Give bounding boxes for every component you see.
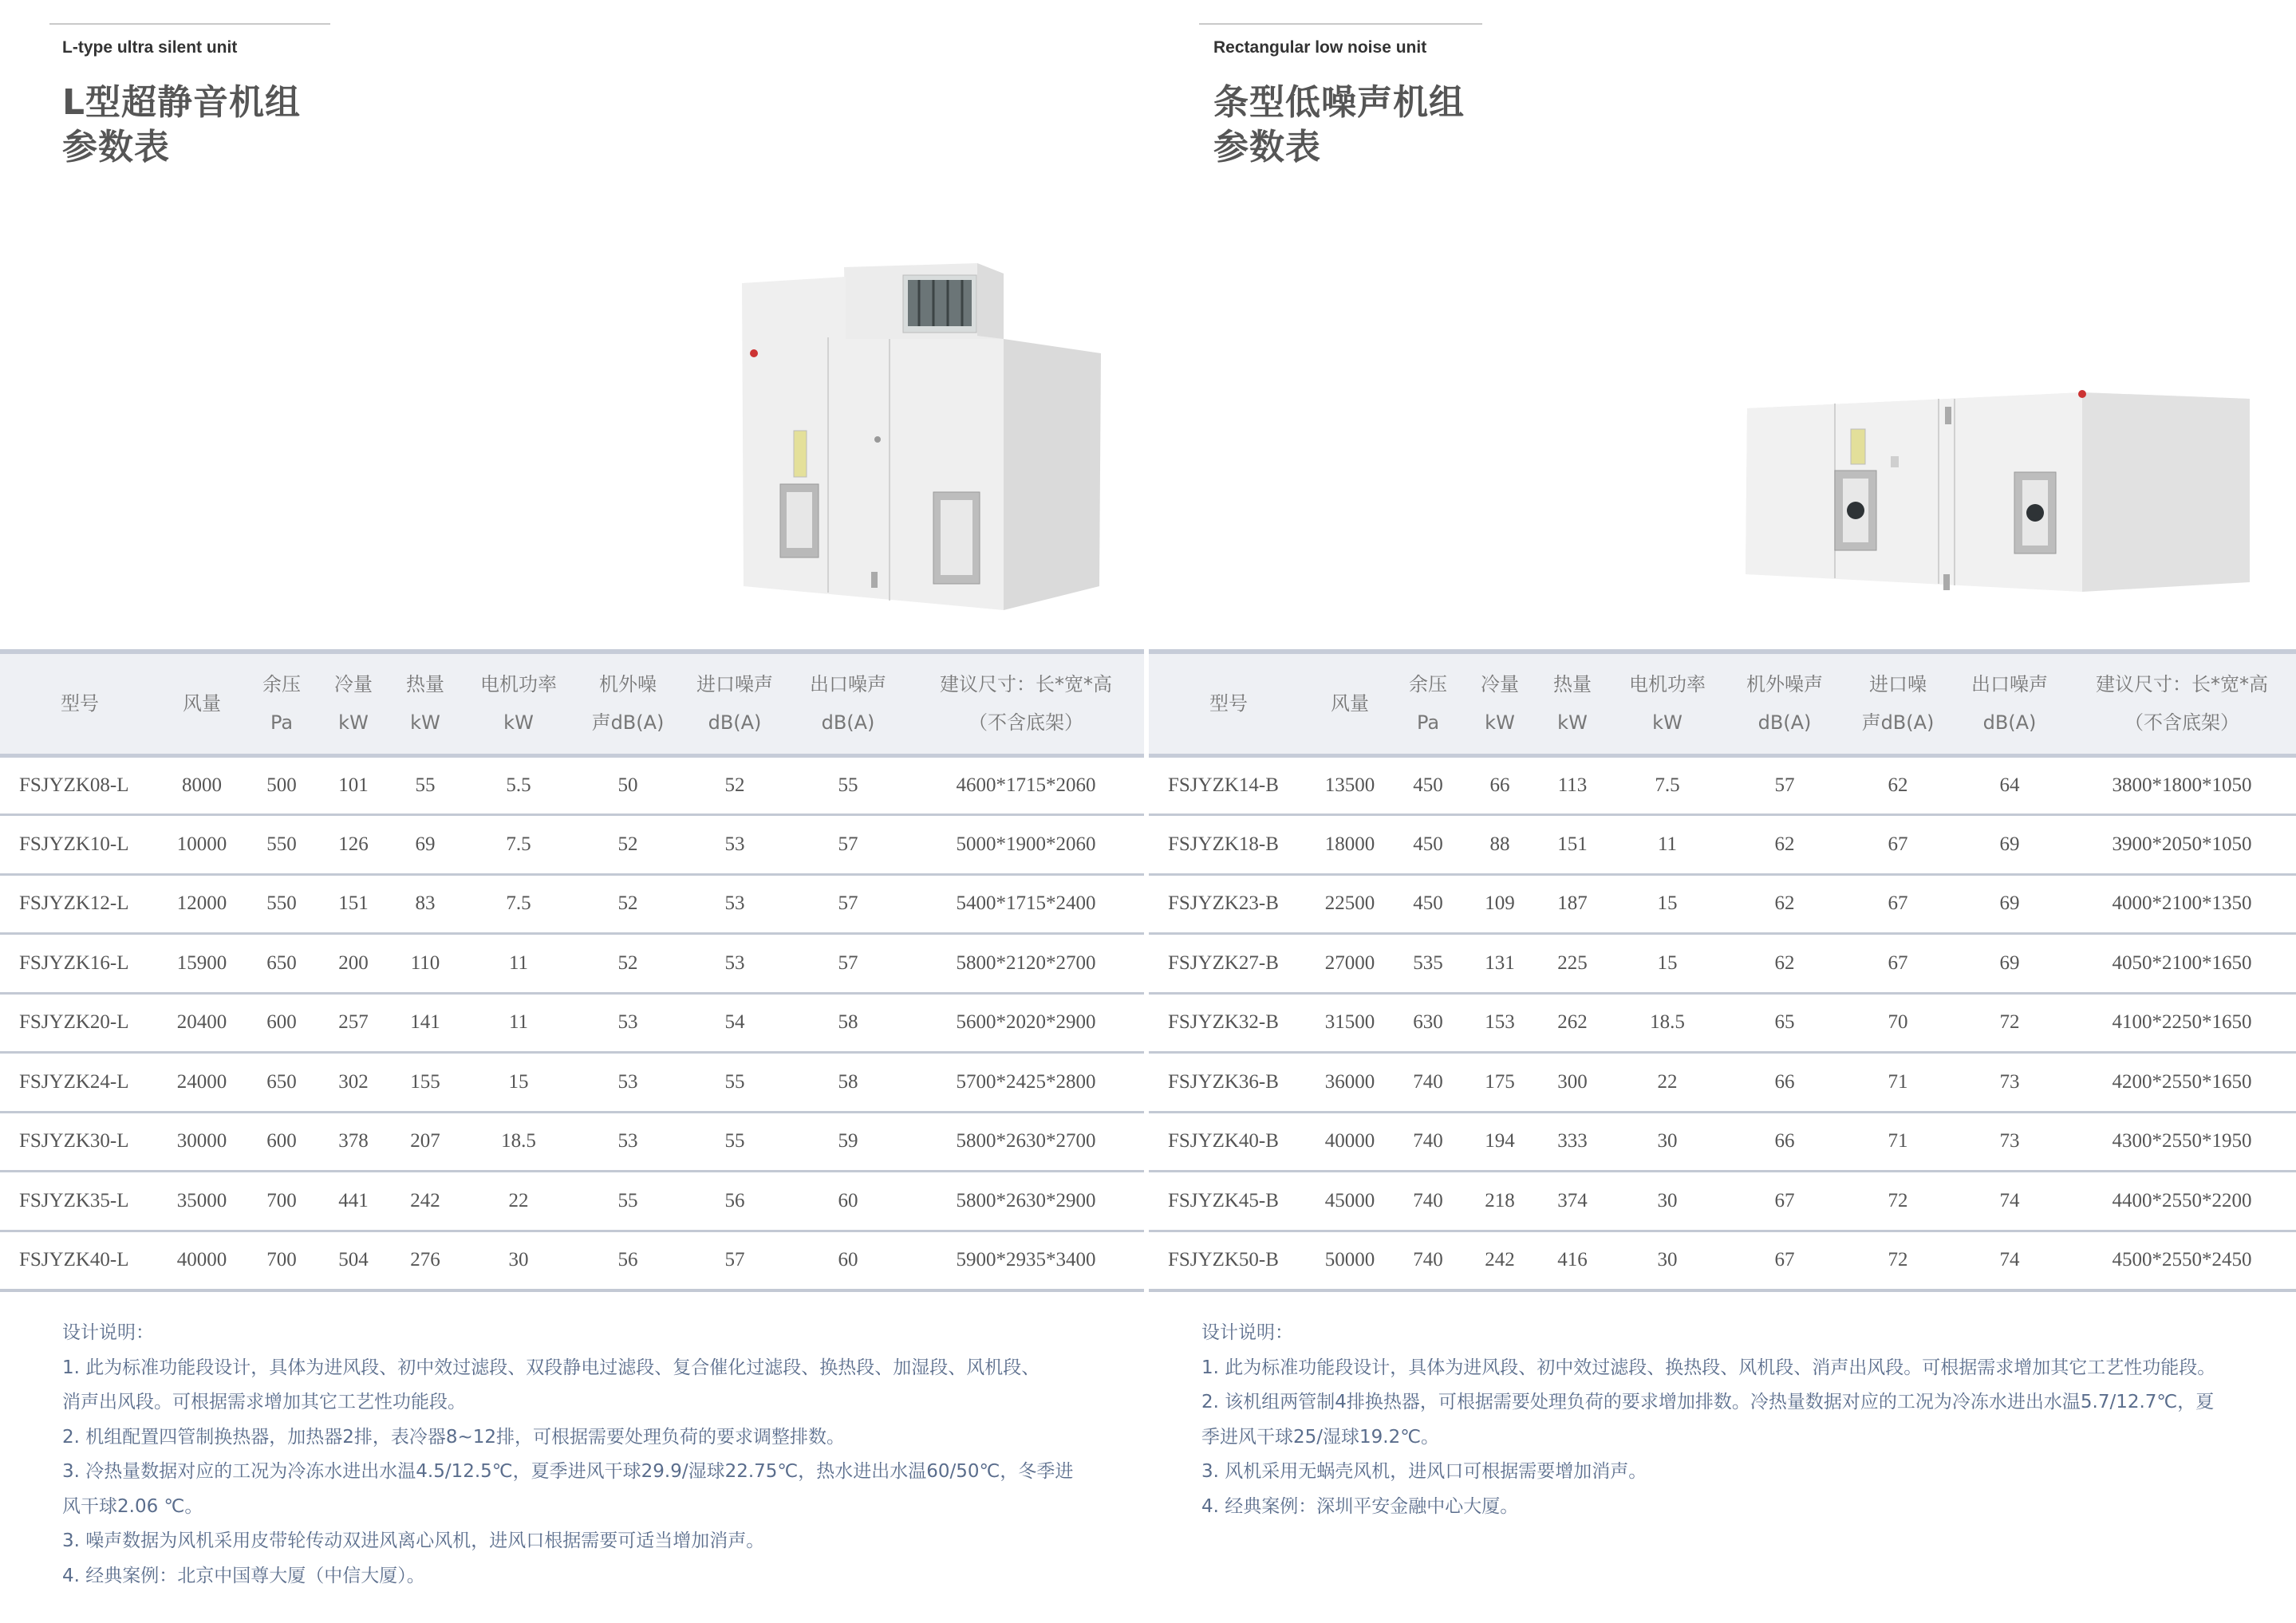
value-cell: 62 <box>1725 934 1844 994</box>
value-cell: 4400*2550*2200 <box>2068 1172 2296 1231</box>
value-cell: 101 <box>319 755 388 815</box>
table-row <box>1149 993 2296 1053</box>
right-header-text: 进口噪 <box>1869 673 1927 696</box>
value-cell: 450 <box>1391 755 1465 815</box>
value-cell: 18.5 <box>1610 993 1725 1053</box>
value-cell: 5800*2120*2700 <box>908 934 1144 994</box>
right-english-title: Rectangular low noise unit <box>1213 38 1427 57</box>
value-cell: 55 <box>681 1112 788 1172</box>
value-cell: 58 <box>788 993 908 1053</box>
value-cell: 600 <box>244 993 319 1053</box>
left-header-cell <box>574 652 681 755</box>
model-cell: FSJYZK18-B <box>1149 815 1308 875</box>
notes-line: 3. 冷热量数据对应的工况为冷冻水进出水温4.5/12.5℃，夏季进风干球29.9/湿球22.75℃，热水进出水温60/50℃，冬季进 <box>62 1461 1074 1482</box>
value-cell: 5800*2630*2700 <box>908 1112 1144 1172</box>
value-cell: 62 <box>1725 815 1844 875</box>
right-header-text: 风量 <box>1331 692 1369 715</box>
left-table-header-row <box>0 652 1144 755</box>
left-header-text: 出口噪声 <box>810 673 886 696</box>
left-table-body <box>0 755 1144 1290</box>
value-cell: 109 <box>1465 874 1535 934</box>
value-cell: 22 <box>1610 1053 1725 1113</box>
value-cell: 7.5 <box>463 815 574 875</box>
right-header-text: （不含底架） <box>2124 711 2239 735</box>
notes-line: 1. 此为标准功能段设计，具体为进风段、初中效过滤段、换热段、风机段、消声出风段。可根据需求增加其它工艺性功能段。 <box>1201 1357 2216 1378</box>
value-cell: 56 <box>681 1172 788 1231</box>
right-parameter-table <box>1149 649 2296 1292</box>
value-cell: 550 <box>244 815 319 875</box>
value-cell: 4200*2550*1650 <box>2068 1053 2296 1113</box>
value-cell: 20400 <box>160 993 244 1053</box>
notes-line: 1. 此为标准功能段设计，具体为进风段、初中效过滤段、双段静电过滤段、复合催化过滤段、换热段、加湿段、风机段、 <box>62 1357 1040 1378</box>
value-cell: 40000 <box>160 1231 244 1290</box>
right-header-text: 出口噪声 <box>1971 673 2048 696</box>
value-cell: 153 <box>1465 993 1535 1053</box>
right-header-cell <box>2068 652 2296 755</box>
value-cell: 5900*2935*3400 <box>908 1231 1144 1290</box>
value-cell: 10000 <box>160 815 244 875</box>
right-header-text: kW <box>1652 711 1683 735</box>
left-header-text: 机外噪 <box>599 673 657 696</box>
value-cell: 57 <box>788 934 908 994</box>
notes-title: 设计说明： <box>1201 1322 1293 1343</box>
value-cell: 71 <box>1844 1053 1951 1113</box>
right-header-cell <box>1535 652 1610 755</box>
value-cell: 4100*2250*1650 <box>2068 993 2296 1053</box>
value-cell: 5600*2020*2900 <box>908 993 1144 1053</box>
value-cell: 15 <box>463 1053 574 1113</box>
value-cell: 74 <box>1951 1231 2068 1290</box>
right-header-text: 热量 <box>1553 673 1592 696</box>
right-header-text: dB(A) <box>1758 711 1812 735</box>
left-parameter-table <box>0 649 1144 1292</box>
value-cell: 69 <box>1951 934 2068 994</box>
right-header-text: 余压 <box>1409 673 1447 696</box>
value-cell: 67 <box>1725 1231 1844 1290</box>
value-cell: 7.5 <box>1610 755 1725 815</box>
left-header-text: 建议尺寸：长*宽*高 <box>940 673 1112 696</box>
notes-line: 3. 风机采用无蜗壳风机，进风口可根据需要增加消声。 <box>1201 1461 1647 1482</box>
value-cell: 67 <box>1844 874 1951 934</box>
table-row <box>1149 815 2296 875</box>
left-header-cell <box>463 652 574 755</box>
right-header-text: 机外噪声 <box>1746 673 1823 696</box>
value-cell: 218 <box>1465 1172 1535 1231</box>
model-cell: FSJYZK32-B <box>1149 993 1308 1053</box>
right-design-notes <box>1201 1316 2286 1524</box>
value-cell: 4600*1715*2060 <box>908 755 1144 815</box>
value-cell: 700 <box>244 1172 319 1231</box>
model-cell: FSJYZK23-B <box>1149 874 1308 934</box>
model-cell: FSJYZK36-B <box>1149 1053 1308 1113</box>
right-header-cell <box>1465 652 1535 755</box>
value-cell: 54 <box>681 993 788 1053</box>
value-cell: 50 <box>574 755 681 815</box>
value-cell: 11 <box>463 934 574 994</box>
table-row <box>1149 1112 2296 1172</box>
value-cell: 3900*2050*1050 <box>2068 815 2296 875</box>
value-cell: 650 <box>244 1053 319 1113</box>
left-header-text: 风量 <box>183 692 221 715</box>
value-cell: 5700*2425*2800 <box>908 1053 1144 1113</box>
model-cell: FSJYZK40-B <box>1149 1112 1308 1172</box>
right-header-text: dB(A) <box>1982 711 2037 735</box>
right-table-body <box>1149 755 2296 1290</box>
left-header-text: （不含底架） <box>969 711 1083 735</box>
value-cell: 300 <box>1535 1053 1610 1113</box>
value-cell: 7.5 <box>463 874 574 934</box>
right-header-cell <box>1391 652 1465 755</box>
value-cell: 73 <box>1951 1053 2068 1113</box>
table-row <box>1149 934 2296 994</box>
notes-line: 季进风干球25/湿球19.2℃。 <box>1201 1426 1440 1448</box>
value-cell: 242 <box>388 1172 463 1231</box>
value-cell: 740 <box>1391 1112 1465 1172</box>
value-cell: 53 <box>681 934 788 994</box>
value-cell: 740 <box>1391 1172 1465 1231</box>
value-cell: 131 <box>1465 934 1535 994</box>
value-cell: 35000 <box>160 1172 244 1231</box>
right-header-text: Pa <box>1416 711 1440 735</box>
left-header-text: 余压 <box>262 673 301 696</box>
left-header-text: 热量 <box>406 673 444 696</box>
value-cell: 40000 <box>1308 1112 1391 1172</box>
value-cell: 11 <box>463 993 574 1053</box>
right-header-text: 声dB(A) <box>1861 711 1935 735</box>
model-cell: FSJYZK40-L <box>0 1231 160 1290</box>
left-header-text: kW <box>338 711 369 735</box>
value-cell: 58 <box>788 1053 908 1113</box>
notes-line: 2. 该机组两管制4排换热器，可根据需要处理负荷的要求增加排数。冷热量数据对应的工况为冷冻水进出水温5.7/12.7℃，夏 <box>1201 1392 2215 1412</box>
value-cell: 52 <box>574 934 681 994</box>
value-cell: 5000*1900*2060 <box>908 815 1144 875</box>
value-cell: 55 <box>788 755 908 815</box>
value-cell: 57 <box>788 874 908 934</box>
table-row <box>0 755 1144 815</box>
value-cell: 126 <box>319 815 388 875</box>
left-header-cell <box>388 652 463 755</box>
right-header-text: 建议尺寸：长*宽*高 <box>2096 673 2268 696</box>
value-cell: 53 <box>681 874 788 934</box>
value-cell: 69 <box>1951 874 2068 934</box>
value-cell: 151 <box>1535 815 1610 875</box>
right-header-cell <box>1844 652 1951 755</box>
value-cell: 225 <box>1535 934 1610 994</box>
right-chinese-title <box>1213 81 1465 170</box>
value-cell: 60 <box>788 1231 908 1290</box>
model-cell: FSJYZK08-L <box>0 755 160 815</box>
value-cell: 600 <box>244 1112 319 1172</box>
model-cell: FSJYZK50-B <box>1149 1231 1308 1290</box>
value-cell: 57 <box>1725 755 1844 815</box>
table-row <box>1149 1231 2296 1290</box>
notes-line: 4. 经典案例：深圳平安金融中心大厦。 <box>1201 1495 1519 1517</box>
value-cell: 8000 <box>160 755 244 815</box>
value-cell: 57 <box>681 1231 788 1290</box>
left-header-text: kW <box>410 711 440 735</box>
l-type-unit-image <box>734 259 1109 618</box>
value-cell: 52 <box>681 755 788 815</box>
left-header-text: Pa <box>270 711 294 735</box>
notes-line: 3. 噪声数据为风机采用皮带轮传动双进风离心风机，进风口根据需要可适当增加消声。 <box>62 1530 765 1551</box>
value-cell: 141 <box>388 993 463 1053</box>
value-cell: 52 <box>574 815 681 875</box>
model-cell: FSJYZK12-L <box>0 874 160 934</box>
table-row <box>0 1112 1144 1172</box>
notes-title: 设计说明： <box>62 1322 154 1343</box>
value-cell: 65 <box>1725 993 1844 1053</box>
value-cell: 66 <box>1725 1053 1844 1113</box>
value-cell: 200 <box>319 934 388 994</box>
value-cell: 11 <box>1610 815 1725 875</box>
value-cell: 535 <box>1391 934 1465 994</box>
left-header-text: 声dB(A) <box>591 711 665 735</box>
value-cell: 67 <box>1844 934 1951 994</box>
left-header-cell <box>319 652 388 755</box>
right-header-text: 型号 <box>1209 692 1248 715</box>
left-header-text: 型号 <box>61 692 99 715</box>
right-title-line1: 条型低噪声机组 <box>1213 82 1465 123</box>
value-cell: 22 <box>463 1172 574 1231</box>
left-header-rule <box>49 23 330 25</box>
table-row <box>0 934 1144 994</box>
value-cell: 55 <box>681 1053 788 1113</box>
value-cell: 53 <box>574 993 681 1053</box>
left-header-text: dB(A) <box>708 711 762 735</box>
table-row <box>0 1053 1144 1113</box>
model-cell: FSJYZK10-L <box>0 815 160 875</box>
value-cell: 70 <box>1844 993 1951 1053</box>
value-cell: 4050*2100*1650 <box>2068 934 2296 994</box>
value-cell: 113 <box>1535 755 1610 815</box>
value-cell: 175 <box>1465 1053 1535 1113</box>
left-header-cell <box>908 652 1144 755</box>
value-cell: 18000 <box>1308 815 1391 875</box>
value-cell: 72 <box>1951 993 2068 1053</box>
rectangular-unit-image <box>1739 383 2258 598</box>
value-cell: 276 <box>388 1231 463 1290</box>
value-cell: 110 <box>388 934 463 994</box>
value-cell: 30000 <box>160 1112 244 1172</box>
value-cell: 62 <box>1844 755 1951 815</box>
value-cell: 450 <box>1391 874 1465 934</box>
value-cell: 500 <box>244 755 319 815</box>
value-cell: 62 <box>1725 874 1844 934</box>
value-cell: 22500 <box>1308 874 1391 934</box>
left-header-text: dB(A) <box>821 711 875 735</box>
value-cell: 30 <box>463 1231 574 1290</box>
value-cell: 5.5 <box>463 755 574 815</box>
value-cell: 52 <box>574 874 681 934</box>
value-cell: 53 <box>681 815 788 875</box>
right-header-cell <box>1308 652 1391 755</box>
right-header-cell <box>1149 652 1308 755</box>
model-cell: FSJYZK45-B <box>1149 1172 1308 1231</box>
value-cell: 71 <box>1844 1112 1951 1172</box>
value-cell: 66 <box>1725 1112 1844 1172</box>
model-cell: FSJYZK27-B <box>1149 934 1308 994</box>
left-header-cell <box>681 652 788 755</box>
table-row <box>0 1231 1144 1290</box>
value-cell: 4000*2100*1350 <box>2068 874 2296 934</box>
table-row <box>1149 1172 2296 1231</box>
value-cell: 12000 <box>160 874 244 934</box>
value-cell: 13500 <box>1308 755 1391 815</box>
value-cell: 73 <box>1951 1112 2068 1172</box>
right-header-text: kW <box>1485 711 1515 735</box>
value-cell: 187 <box>1535 874 1610 934</box>
value-cell: 55 <box>574 1172 681 1231</box>
table-row <box>0 815 1144 875</box>
left-header-text: 进口噪声 <box>696 673 773 696</box>
right-title-line2: 参数表 <box>1213 127 1321 167</box>
value-cell: 55 <box>388 755 463 815</box>
value-cell: 88 <box>1465 815 1535 875</box>
model-cell: FSJYZK24-L <box>0 1053 160 1113</box>
value-cell: 66 <box>1465 755 1535 815</box>
value-cell: 50000 <box>1308 1231 1391 1290</box>
value-cell: 5800*2630*2900 <box>908 1172 1144 1231</box>
value-cell: 416 <box>1535 1231 1610 1290</box>
value-cell: 53 <box>574 1112 681 1172</box>
value-cell: 56 <box>574 1231 681 1290</box>
value-cell: 69 <box>388 815 463 875</box>
value-cell: 30 <box>1610 1231 1725 1290</box>
value-cell: 59 <box>788 1112 908 1172</box>
value-cell: 30 <box>1610 1172 1725 1231</box>
value-cell: 83 <box>388 874 463 934</box>
value-cell: 302 <box>319 1053 388 1113</box>
value-cell: 333 <box>1535 1112 1610 1172</box>
value-cell: 4300*2550*1950 <box>2068 1112 2296 1172</box>
value-cell: 5400*1715*2400 <box>908 874 1144 934</box>
left-title-line1: L型超静音机组 <box>62 82 302 123</box>
value-cell: 67 <box>1725 1172 1844 1231</box>
value-cell: 4500*2550*2450 <box>2068 1231 2296 1290</box>
value-cell: 36000 <box>1308 1053 1391 1113</box>
model-cell: FSJYZK14-B <box>1149 755 1308 815</box>
right-header-text: kW <box>1557 711 1588 735</box>
value-cell: 31500 <box>1308 993 1391 1053</box>
right-header-rule <box>1199 23 1482 25</box>
value-cell: 69 <box>1951 815 2068 875</box>
model-cell: FSJYZK20-L <box>0 993 160 1053</box>
left-header-cell <box>160 652 244 755</box>
value-cell: 64 <box>1951 755 2068 815</box>
model-cell: FSJYZK35-L <box>0 1172 160 1231</box>
right-header-cell <box>1725 652 1844 755</box>
table-row <box>1149 874 2296 934</box>
value-cell: 27000 <box>1308 934 1391 994</box>
value-cell: 15900 <box>160 934 244 994</box>
value-cell: 30 <box>1610 1112 1725 1172</box>
value-cell: 74 <box>1951 1172 2068 1231</box>
value-cell: 374 <box>1535 1172 1610 1231</box>
value-cell: 72 <box>1844 1172 1951 1231</box>
value-cell: 740 <box>1391 1231 1465 1290</box>
value-cell: 194 <box>1465 1112 1535 1172</box>
value-cell: 18.5 <box>463 1112 574 1172</box>
value-cell: 257 <box>319 993 388 1053</box>
left-design-notes <box>62 1316 1131 1593</box>
value-cell: 550 <box>244 874 319 934</box>
value-cell: 53 <box>574 1053 681 1113</box>
table-row <box>0 1172 1144 1231</box>
value-cell: 207 <box>388 1112 463 1172</box>
value-cell: 441 <box>319 1172 388 1231</box>
value-cell: 700 <box>244 1231 319 1290</box>
right-header-cell <box>1951 652 2068 755</box>
value-cell: 151 <box>319 874 388 934</box>
value-cell: 242 <box>1465 1231 1535 1290</box>
value-cell: 72 <box>1844 1231 1951 1290</box>
right-header-text: 冷量 <box>1481 673 1519 696</box>
notes-line: 4. 经典案例：北京中国尊大厦（中信大厦）。 <box>62 1565 425 1586</box>
value-cell: 450 <box>1391 815 1465 875</box>
notes-line: 2. 机组配置四管制换热器，加热器2排，表冷器8~12排，可根据需要处理负荷的要求调整排数。 <box>62 1426 846 1448</box>
value-cell: 57 <box>788 815 908 875</box>
value-cell: 262 <box>1535 993 1610 1053</box>
left-header-cell <box>244 652 319 755</box>
notes-line: 消声出风段。可根据需求增加其它工艺性功能段。 <box>62 1392 466 1412</box>
value-cell: 15 <box>1610 874 1725 934</box>
value-cell: 67 <box>1844 815 1951 875</box>
value-cell: 60 <box>788 1172 908 1231</box>
left-header-text: kW <box>503 711 534 735</box>
value-cell: 504 <box>319 1231 388 1290</box>
left-chinese-title <box>62 81 301 170</box>
table-row <box>0 993 1144 1053</box>
notes-line: 风干球2.06 ℃。 <box>62 1495 203 1517</box>
right-table-header-row <box>1149 652 2296 755</box>
right-header-cell <box>1610 652 1725 755</box>
right-header-text: 电机功率 <box>1629 673 1706 696</box>
value-cell: 3800*1800*1050 <box>2068 755 2296 815</box>
value-cell: 15 <box>1610 934 1725 994</box>
value-cell: 650 <box>244 934 319 994</box>
left-header-cell <box>0 652 160 755</box>
value-cell: 155 <box>388 1053 463 1113</box>
left-header-cell <box>788 652 908 755</box>
value-cell: 378 <box>319 1112 388 1172</box>
left-header-text: 冷量 <box>334 673 373 696</box>
value-cell: 24000 <box>160 1053 244 1113</box>
model-cell: FSJYZK16-L <box>0 934 160 994</box>
left-title-line2: 参数表 <box>62 127 170 167</box>
table-row <box>1149 755 2296 815</box>
model-cell: FSJYZK30-L <box>0 1112 160 1172</box>
left-header-text: 电机功率 <box>480 673 557 696</box>
value-cell: 45000 <box>1308 1172 1391 1231</box>
left-english-title: L-type ultra silent unit <box>62 38 238 57</box>
table-row <box>1149 1053 2296 1113</box>
table-row <box>0 874 1144 934</box>
value-cell: 740 <box>1391 1053 1465 1113</box>
value-cell: 630 <box>1391 993 1465 1053</box>
